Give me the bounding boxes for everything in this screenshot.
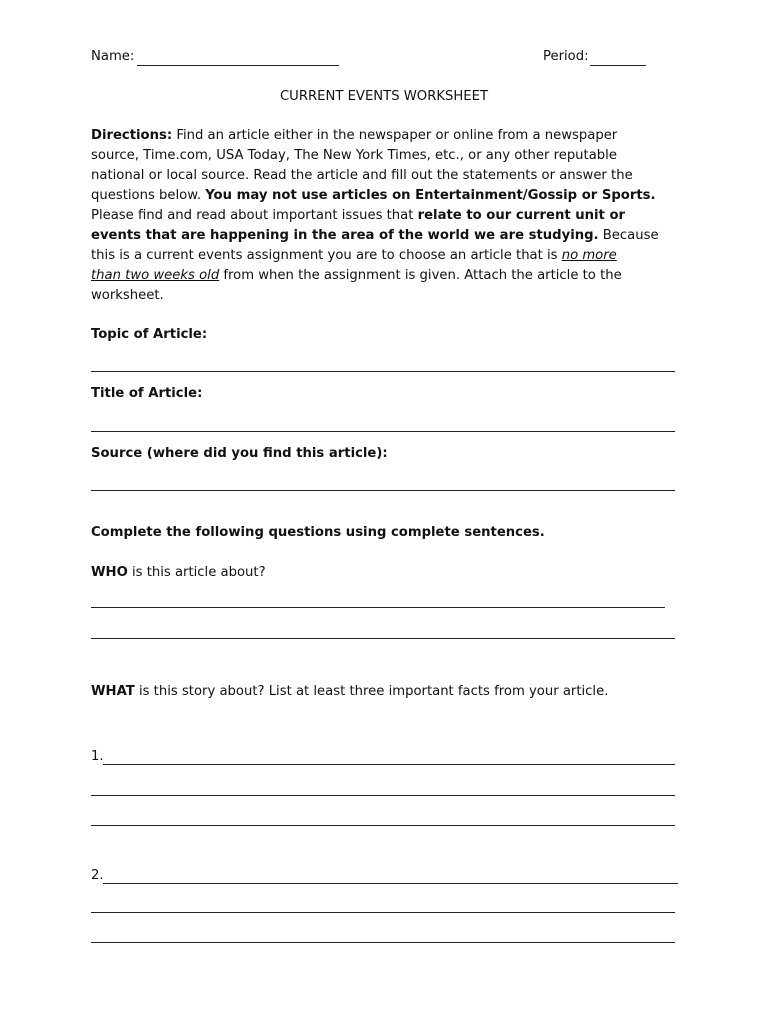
directions-text: worksheet.	[91, 288, 164, 303]
fact-1-answer-line[interactable]	[91, 795, 675, 796]
directions-text: Please find and read about important issues that	[91, 208, 418, 223]
article-title-label: Title of Article:	[91, 386, 203, 401]
directions-text: source, Time.com, USA Today, The New York Times, etc., or any other reputable	[91, 148, 617, 163]
directions-text: questions below.	[91, 188, 206, 203]
fact-1-answer-line[interactable]	[91, 825, 675, 826]
fact-number: 2.	[91, 868, 104, 883]
directions-paragraph	[91, 126, 683, 306]
directions-text: Find an article either in the newspaper or online from a newspaper	[172, 128, 618, 143]
topic-answer-line[interactable]	[91, 371, 675, 372]
questions-instructions: Complete the following questions using complete sentences.	[91, 525, 545, 540]
directions-emphasis: You may not use articles on Entertainment/Gossip or Sports.	[205, 188, 656, 203]
what-question	[91, 684, 608, 699]
directions-deadline: than two weeks old	[91, 268, 220, 283]
fact-2-answer-line[interactable]	[103, 883, 678, 884]
topic-label: Topic of Article:	[91, 327, 208, 342]
what-keyword: WHAT	[91, 684, 135, 699]
name-label: Name:	[91, 49, 135, 64]
who-keyword: WHO	[91, 565, 128, 580]
directions-emphasis: relate to our current unit or	[417, 208, 626, 223]
directions-lead: Directions:	[91, 128, 173, 143]
source-answer-line[interactable]	[91, 490, 675, 491]
directions-text: from when the assignment is given. Attach the article to the	[219, 268, 622, 283]
fact-1-answer-line[interactable]	[103, 764, 675, 765]
who-question	[91, 565, 266, 580]
fact-2-answer-line[interactable]	[91, 912, 675, 913]
who-question-text: is this article about?	[127, 565, 266, 580]
article-title-answer-line[interactable]	[91, 431, 675, 432]
what-question-text: is this story about? List at least three important facts from your article.	[134, 684, 609, 699]
who-answer-line[interactable]	[91, 638, 675, 639]
who-answer-line[interactable]	[91, 607, 665, 608]
name-field[interactable]	[137, 65, 339, 66]
source-label: Source (where did you find this article):	[91, 446, 388, 461]
directions-text: Because	[598, 228, 659, 243]
directions-text: national or local source. Read the article and fill out the statements or answer the	[91, 168, 633, 183]
directions-deadline: no more	[561, 248, 617, 263]
fact-2-answer-line[interactable]	[91, 942, 675, 943]
directions-text: this is a current events assignment you are to choose an article that is	[91, 248, 562, 263]
fact-number: 1.	[91, 749, 104, 764]
period-label: Period:	[543, 49, 589, 64]
directions-emphasis: events that are happening in the area of the world we are studying.	[91, 228, 599, 243]
period-field[interactable]	[590, 65, 646, 66]
worksheet-title: CURRENT EVENTS WORKSHEET	[279, 89, 489, 104]
